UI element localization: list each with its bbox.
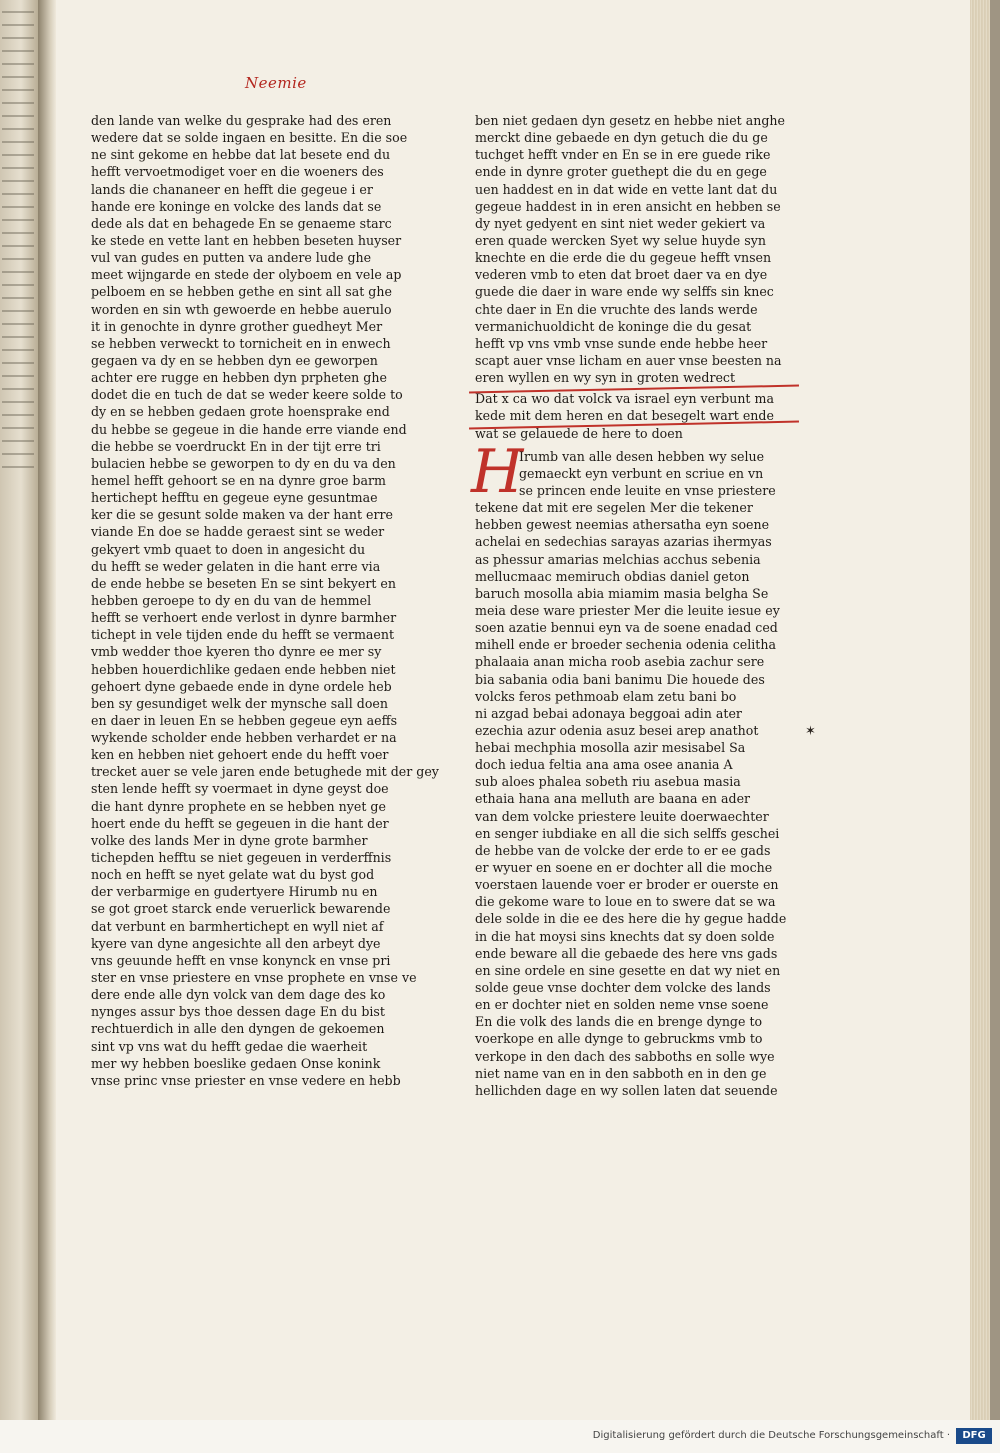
text-line: phalaaia anan micha roob asebia zachur sere — [475, 654, 765, 670]
text-line: niet name van en in den sabboth en in den ge — [475, 1065, 767, 1081]
right-column-body-text — [475, 448, 787, 1099]
text-line: volke des lands Mer in dyne grote barmher — [91, 832, 368, 848]
footer-bar — [0, 1420, 1000, 1453]
text-line: merckt dine gebaede en dyn getuch die du ge — [475, 130, 768, 146]
chapter-opening — [471, 436, 787, 1099]
right-column-top-text — [475, 112, 787, 386]
text-line: die hebbe se voerdruckt En in der tijt erre tri — [91, 438, 381, 454]
text-line: gegeue haddest in in eren ansicht en hebben se — [475, 198, 781, 214]
text-line: hebben houerdichlike gedaen ende hebben niet — [91, 661, 396, 677]
text-line: tichept in vele tijden ende du hefft se vermaent — [91, 627, 395, 643]
text-line: vmb wedder thoe kyeren tho dynre ee mer sy — [91, 644, 382, 660]
text-line: de hebbe van de volcke der erde to er ee gads — [475, 842, 771, 858]
text-line: se hebben verweckt to tornicheit en in enwech — [91, 335, 391, 351]
text-line: hebai mechphia mosolla azir mesisabel Sa — [475, 740, 746, 756]
text-line: lands die chananeer en hefft die gegeue i er — [91, 181, 373, 197]
text-line: nynges assur bys thoe dessen dage En du bist — [91, 1004, 385, 1020]
text-line: vermanichuoldicht de koninge die du gesat — [475, 318, 752, 334]
text-line: ker die se gesunt solde maken va der hant erre — [91, 507, 393, 523]
text-line: bia sabania odia bani banimu Die houede des — [475, 671, 765, 687]
text-line: noch en hefft se nyet gelate wat du byst god — [91, 867, 375, 883]
text-line: die gekome ware to loue en to swere dat se wa — [475, 894, 776, 910]
text-line: die hant dynre prophete en se hebben nyet ge — [91, 798, 386, 814]
text-line: se princen ende leuite en vnse priestere — [519, 482, 776, 498]
chapter-rubric — [475, 390, 787, 441]
text-line: ende in dynre groter guethept die du en gege — [475, 164, 767, 180]
text-line: ken en hebben niet gehoert ende du hefft voer — [91, 747, 389, 763]
text-line: du hebbe se gegeue in die hande erre viande end — [91, 421, 407, 437]
text-line: wat se gelauede de here to doen — [475, 425, 683, 441]
text-line: hertichept hefftu en gegeue eyne gesuntmae — [91, 490, 378, 506]
text-line: ke stede en vette lant en hebben beseten huyser — [91, 232, 402, 248]
text-line: wykende scholder ende hebben verhardet er na — [91, 730, 397, 746]
text-line: vederen vmb to eten dat broet daer va en dye — [475, 267, 768, 283]
text-line: mer wy hebben boeslike gedaen Onse konink — [91, 1055, 381, 1071]
text-line: tichepden hefftu se niet gegeuen in verderffnis — [91, 850, 392, 866]
text-line: gekyert vmb quaet to doen in angesicht du — [91, 541, 366, 557]
text-line: meet wijngarde en stede der olyboem en vele ap — [91, 267, 402, 283]
text-line: Dat x ca wo dat volck va israel eyn verbunt ma — [475, 391, 774, 407]
text-line: kyere van dyne angesichte all den arbeyt dye — [91, 935, 381, 951]
text-line: hefft se verhoert ende verlost in dynre barmher — [91, 610, 397, 626]
text-line: voerkope en alle dynge to gebruckms vmb to — [475, 1031, 763, 1047]
text-line: du hefft se weder gelaten in die hant erre via — [91, 558, 381, 574]
text-line: den lande van welke du gesprake had des eren — [91, 113, 392, 128]
text-line: hellichden dage en wy sollen laten dat seuende — [475, 1082, 778, 1098]
text-line: van dem volcke priestere leuite doerwaechter — [475, 808, 769, 824]
text-line: rechtuerdich in alle den dyngen de gekoemen — [91, 1021, 385, 1037]
text-line: ster en vnse priestere en vnse prophete en vnse ve — [91, 970, 417, 986]
text-line: vnse princ vnse priester en vnse vedere en hebb — [91, 1072, 401, 1088]
text-line: hemel hefft gehoort se en na dynre groe barm — [91, 472, 386, 488]
text-line: sub aloes phalea sobeth riu asebua masia — [475, 774, 741, 790]
text-line: achelai en sedechias sarayas azarias ihermyas — [475, 534, 772, 550]
text-line: er wyuer en soene en er dochter all die moche — [475, 860, 773, 876]
text-line: guede die daer in ware ende wy selffs sin knec — [475, 284, 774, 300]
text-line: vul van gudes en putten va andere lude ghe — [91, 250, 372, 266]
text-line: dy nyet gedyent en sint niet weder gekiert va — [475, 215, 766, 231]
text-line: de ende hebbe se beseten En se sint bekyert en — [91, 575, 396, 591]
text-line: hoert ende du hefft se gegeuen in die hant der — [91, 815, 389, 831]
text-line: kede mit dem heren en dat besegelt wart ende — [475, 408, 774, 424]
text-line: ethaia hana ana melluth are baana en ader — [475, 791, 751, 807]
text-line: baruch mosolla abia miamim masia belgha Se — [475, 585, 769, 601]
running-head: Neemie — [245, 74, 307, 92]
text-line: soen azatie bennui eyn va de soene enadad ced — [475, 620, 778, 636]
text-line: dede als dat en behagede En se genaeme starc — [91, 215, 392, 231]
text-line: hebben geroepe to dy en du van de hemmel — [91, 592, 372, 608]
book-gutter — [38, 0, 56, 1420]
text-line: eren quade wercken Syet wy selue huyde syn — [475, 232, 766, 248]
text-line: eren wyllen en wy syn in groten wedrect — [475, 370, 736, 386]
text-line: doch iedua feltia ana ama osee anania A — [475, 757, 733, 773]
text-line: ben sy gesundiget welk der mynsche sall doen — [91, 695, 388, 711]
text-line: dodet die en tuch de dat se weder keere solde to — [91, 387, 403, 403]
text-line: vns geuunde hefft en vnse konynck en vnse pri — [91, 952, 391, 968]
text-line: mihell ende er broeder sechenia odenia celitha — [475, 637, 776, 653]
left-page-edge — [0, 0, 38, 1420]
text-line: hande ere koninge en volcke des lands dat se — [91, 198, 382, 214]
text-line: gehoert dyne gebaede ende in dyne ordele heb — [91, 678, 392, 694]
text-line: sten lende hefft sy voermaet in dyne geyst doe — [91, 781, 389, 797]
text-line: solde geue vnse dochter dem volcke des lands — [475, 980, 771, 996]
text-line: en er dochter niet en solden neme vnse soene — [475, 997, 769, 1013]
text-line: verkope in den dach des sabboths en solle wye — [475, 1048, 775, 1064]
text-line: ben niet gedaen dyn gesetz en hebbe niet anghe — [475, 113, 785, 128]
text-line: en sine ordele en sine gesette en dat wy niet en — [475, 962, 781, 978]
text-line: dy en se hebben gedaen grote hoensprake end — [91, 404, 390, 420]
text-line: sint vp vns wat du hefft gedae die waerheit — [91, 1038, 368, 1054]
text-line: dere ende alle dyn volck van dem dage des ko — [91, 987, 386, 1003]
text-line: scapt auer vnse licham en auer vnse beesten na — [475, 352, 782, 368]
text-line: knechte en die erde die du gegeue hefft vnsen — [475, 250, 772, 266]
text-line: it in genochte in dynre grother guedheyt Mer — [91, 318, 383, 334]
text-line: voerstaen lauende voer er broder er ouerste en — [475, 877, 779, 893]
drop-cap-initial: H — [471, 436, 524, 507]
funding-credit: Digitalisierung gefördert durch die Deutsche Forschungsgemeinschaft · — [592, 1430, 950, 1441]
text-line: as phessur amarias melchias acchus sebenia — [475, 551, 761, 567]
text-line: Irumb van alle desen hebben wy selue — [519, 448, 765, 464]
text-line: ende beware all die gebaede des here vns gads — [475, 945, 778, 961]
text-line: ne sint gekome en hebbe dat lat besete end du — [91, 147, 391, 163]
text-line: gegaen va dy en se hebben dyn ee geworpen — [91, 352, 378, 368]
text-line: tuchget hefft vnder en En se in ere guede rike — [475, 147, 771, 163]
text-line: en daer in leuen En se hebben gegeue eyn aeffs — [91, 712, 398, 728]
text-line: uen haddest en in dat wide en vette lant dat du — [475, 181, 778, 197]
text-line: ni azgad bebai adonaya beggoai adin ater — [475, 705, 742, 721]
text-line: dele solde in die ee des here die hy gegue hadde — [475, 911, 787, 927]
text-line: pelboem en se hebben gethe en sint all sat ghe — [91, 284, 392, 300]
text-line: bulacien hebbe se geworpen to dy en du va den — [91, 455, 396, 471]
text-line: ezechia azur odenia asuz besei arep anathot — [475, 722, 759, 738]
text-line: viande En doe se hadde geraest sint se weder — [91, 524, 385, 540]
text-line: worden en sin wth gewoerde en hebbe auerulo — [91, 301, 392, 317]
text-line: chte daer in En die vruchte des lands werde — [475, 301, 758, 317]
text-line: en senger iubdiake en all die sich selffs geschei — [475, 825, 780, 841]
text-line: dat verbunt en barmhertichept en wyll niet af — [91, 918, 384, 934]
text-line: hebben gewest neemias athersatha eyn soene — [475, 517, 770, 533]
text-line: achter ere rugge en hebben dyn prpheten ghe — [91, 370, 387, 386]
text-line: gemaeckt eyn verbunt en scriue en vn — [519, 465, 764, 481]
text-line: volcks feros pethmoab elam zetu bani bo — [475, 688, 737, 704]
text-line: wedere dat se solde ingaen en besitte. En die soe — [91, 130, 408, 146]
text-line: der verbarmige en gudertyere Hirumb nu en — [91, 884, 378, 900]
text-line: trecket auer se vele jaren ende betughede mit der gey — [91, 764, 439, 780]
left-column — [91, 112, 439, 1089]
text-line: En die volk des lands die en brenge dynge to — [475, 1014, 763, 1030]
marginal-mark: ✶ — [805, 724, 816, 739]
text-line: meia dese ware priester Mer die leuite iesue ey — [475, 602, 780, 618]
dfg-logo: DFG — [956, 1428, 992, 1444]
page-edge-shadow — [990, 0, 1000, 1420]
text-line: se got groet starck ende veruerlick bewarende — [91, 901, 391, 917]
right-column — [471, 112, 787, 1099]
text-line: in die hat moysi sins knechts dat sy doen solde — [475, 928, 775, 944]
text-line: tekene dat mit ere segelen Mer die tekener — [475, 500, 753, 516]
text-line: hefft vp vns vmb vnse sunde ende hebbe heer — [475, 335, 768, 351]
text-line: mellucmaac memiruch obdias daniel geton — [475, 568, 750, 584]
text-line: hefft vervoetmodiget voer en die woeners des — [91, 164, 384, 180]
